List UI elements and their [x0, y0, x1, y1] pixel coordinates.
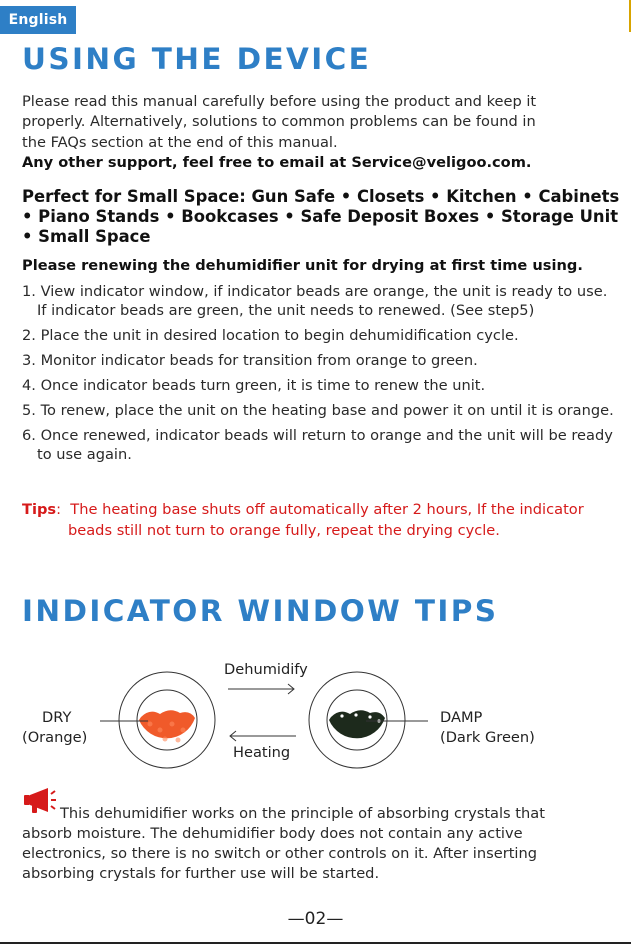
intro-paragraph [22, 92, 612, 173]
tips-label: Tips [22, 501, 57, 518]
perfect-line: Perfect for Small Space: Gun Safe • Closets • Kitchen • Cabinets [22, 187, 620, 206]
intro-line: properly. Alternatively, solutions to common problems can be found in [22, 113, 536, 131]
note-line: absorb moisture. The dehumidifier body does not contain any active [22, 825, 523, 842]
step-item: 6. Once renewed, indicator beads will return to orange and the unit will be ready to use again. [22, 427, 613, 463]
note-line: This dehumidifier works on the principle of absorbing crystals that [60, 805, 545, 822]
step-item: 3. Monitor indicator beads for transition from orange to green. [22, 352, 478, 369]
step-item: 2. Place the unit in desired location to begin dehumidification cycle. [22, 327, 519, 344]
intro-line: Please read this manual carefully before using the product and keep it [22, 93, 537, 110]
dry-sublabel: (Orange) [22, 729, 88, 746]
page-number-value: 02 [304, 909, 327, 929]
tips-note: Tips: The heating base shuts off automatically after 2 hours, If the indicator beads still not turn to orange fully, repeat the drying cycle. [22, 500, 617, 541]
tips-text-line2: beads still not turn to orange fully, repeat the drying cycle. [68, 521, 500, 539]
heating-label: Heating [233, 744, 291, 761]
perfect-line: • Piano Stands • Bookcases • Safe Deposit Boxes • Storage Unit [22, 206, 619, 226]
perfect-line: • Small Space [22, 226, 151, 246]
page-number: —02— [287, 909, 344, 929]
perfect-for-list [22, 187, 622, 246]
step-item: 5. To renew, place the unit on the heating base and power it on until it is orange. [22, 402, 614, 419]
damp-label: DAMP [440, 709, 483, 726]
tips-text-line1: The heating base shuts off automatically after 2 hours, If the indicator [70, 501, 584, 518]
steps-list [22, 282, 617, 470]
section-title-using-device: USING THE DEVICE [22, 42, 372, 76]
dry-label: DRY [42, 709, 72, 726]
language-tab[interactable]: English [0, 6, 76, 34]
principle-note [22, 804, 622, 884]
note-line: electronics, so there is no switch or other controls on it. After inserting [22, 845, 537, 862]
support-email-line: Any other support, feel free to email at Service@veligoo.com. [22, 153, 532, 171]
intro-line: the FAQs section at the end of this manual. [22, 133, 338, 151]
orange-beads [139, 710, 195, 738]
step-item: 1. View indicator window, if indicator beads are orange, the unit is ready to use. If indicator beads are green, the unit needs to renewed. (See step5) [22, 283, 608, 319]
indicator-diagram [0, 650, 631, 780]
section-title-indicator-tips: INDICATOR WINDOW TIPS [22, 594, 499, 628]
dehumidify-label: Dehumidify [224, 661, 308, 678]
step-item: 4. Once indicator beads turn green, it is time to renew the unit. [22, 377, 486, 394]
renew-heading: Please renewing the dehumidifier unit for drying at first time using. [22, 257, 583, 274]
note-line: absorbing crystals for further use will be started. [22, 865, 380, 882]
damp-sublabel: (Dark Green) [440, 729, 535, 746]
footer-rule [0, 942, 631, 944]
